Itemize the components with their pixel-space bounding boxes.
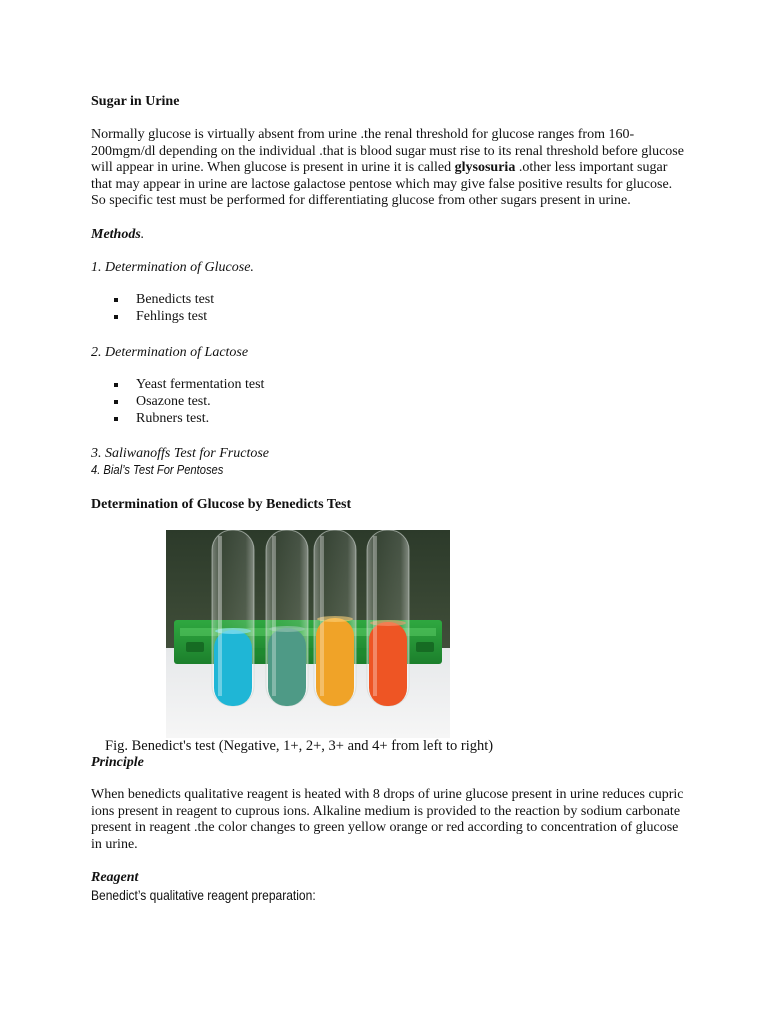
list-item: Fehlings test <box>91 309 214 326</box>
benedict-test-photo <box>166 530 450 738</box>
list-item: Benedicts test <box>91 292 214 309</box>
bullet-icon <box>114 315 118 319</box>
benedict-heading: Determination of Glucose by Benedicts Test <box>91 497 352 512</box>
list-item: Rubners test. <box>91 411 264 428</box>
document-title: Sugar in Urine <box>91 94 180 109</box>
test-tubes-illustration <box>166 530 450 738</box>
bullet-icon <box>114 400 118 404</box>
bullet-icon <box>114 298 118 302</box>
glysosuria-term: glysosuria <box>454 160 516 175</box>
method-4-heading: 4. Bial’s Test For Pentoses <box>91 462 224 477</box>
principle-paragraph: When benedicts qualitative reagent is heated with 8 drops of urine glucose present in urine reduces cupric ions present in reagent to cuprous ions. Alkaline medium is provided to the reaction by sodium carbonate present in reagent .the color changes to green yellow orange or red according to concentration of glucose in urine. <box>91 787 684 852</box>
intro-text-after: .other less important sugar that may appear in urine are lactose galactose pentose which may give false positive results for glucose. So specific test must be performed for differentiating glucose from other sugars present in urine. <box>91 160 673 208</box>
intro-text-before: Normally glucose is virtually absent from urine .the renal threshold for glucose ranges from 160-200mgm/dl depending on the individual .that is blood sugar must rise to its renal threshold before glucose will appear in urine. When glucose is present in urine it is called <box>91 127 684 175</box>
method-1-heading: 1. Determination of Glucose. <box>91 260 254 275</box>
figure-caption: Fig. Benedict's test (Negative, 1+, 2+, 3+ and 4+ from left to right) <box>105 738 494 754</box>
method-2-heading: 2. Determination of Lactose <box>91 345 249 360</box>
method-3-heading: 3. Saliwanoffs Test for Fructose <box>91 446 270 461</box>
principle-heading: Principle <box>91 755 144 770</box>
list-item: Osazone test. <box>91 394 264 411</box>
methods-heading-period: . <box>140 227 145 242</box>
method-1-list <box>91 292 214 326</box>
reagent-heading: Reagent <box>91 870 139 885</box>
reagent-text: Benedict’s qualitative reagent preparation: <box>91 887 316 903</box>
list-item: Yeast fermentation test <box>91 377 264 394</box>
methods-heading: Methods <box>91 227 141 242</box>
method-2-list <box>91 377 264 427</box>
bullet-icon <box>114 417 118 421</box>
methods-heading-line <box>91 227 144 243</box>
intro-paragraph <box>91 127 687 210</box>
bullet-icon <box>114 383 118 387</box>
